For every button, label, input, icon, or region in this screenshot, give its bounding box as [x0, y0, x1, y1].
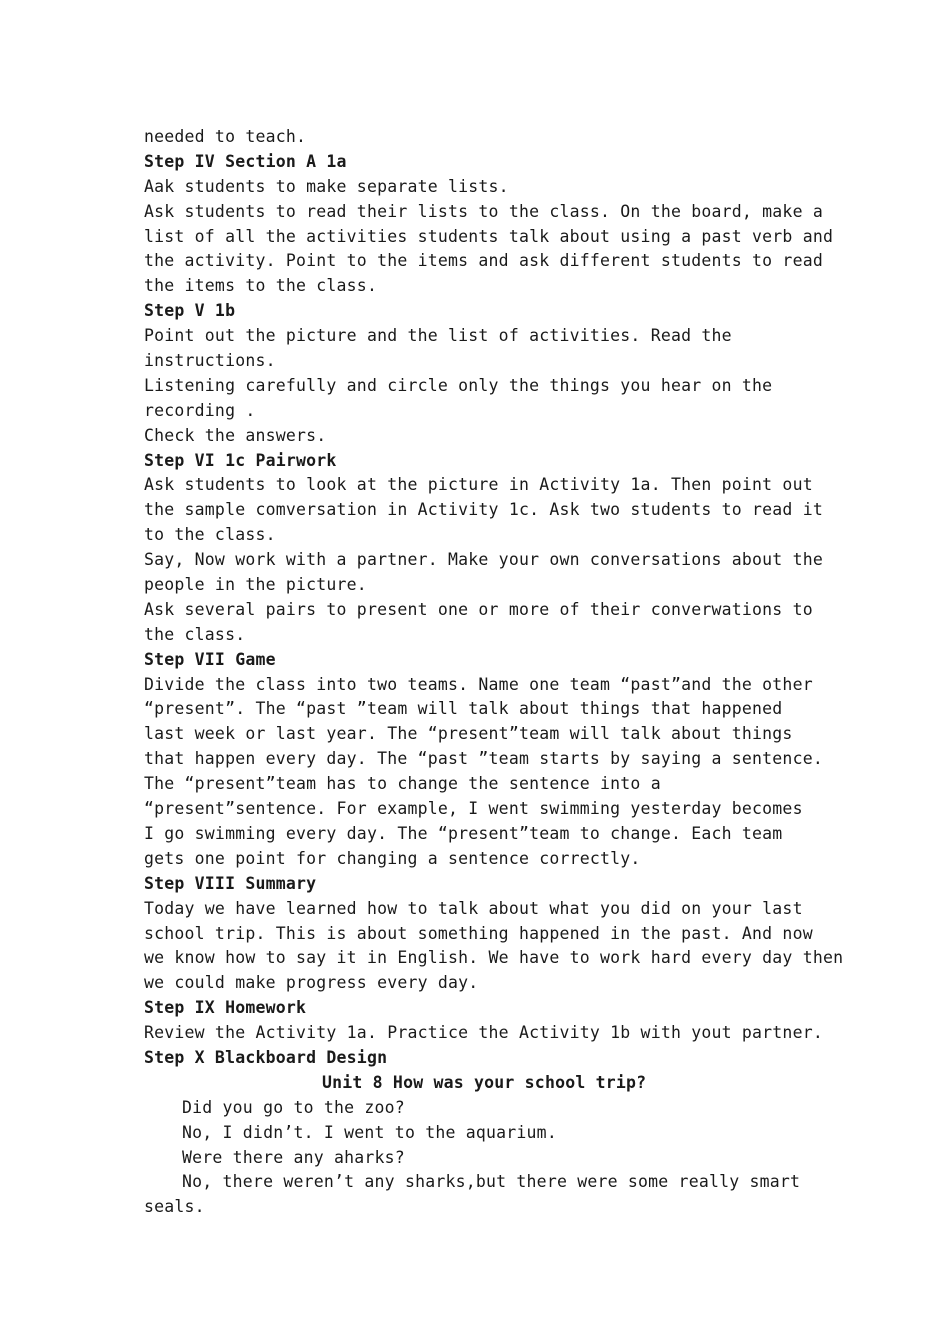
text-line: the class. [144, 624, 246, 644]
text-line: people in the picture. [144, 575, 367, 595]
dialogue-line: Were there any aharks? [182, 1147, 405, 1167]
text-line: gets one point for changing a sentence correctly. [144, 848, 641, 868]
section-heading: Step V 1b [144, 301, 236, 321]
section-heading: Step IX Homework [144, 998, 307, 1018]
text-line: last week or last year. The “present”team will talk about things [144, 724, 793, 744]
text-line: we know how to say it in English. We have to work hard every day then [144, 948, 844, 968]
blackboard-title: Unit 8 How was your school trip? [322, 1072, 647, 1092]
document-body [144, 125, 844, 1220]
text-line: to the class. [144, 525, 276, 545]
section-heading: Step X Blackboard Design [144, 1047, 388, 1067]
dialogue-line: seals. [144, 1197, 205, 1217]
dialogue-line: Did you go to the zoo? [182, 1097, 405, 1117]
text-line: instructions. [144, 351, 276, 371]
text-line: Say, Now work with a partner. Make your own conversations about the [144, 550, 823, 570]
section-heading: Step VI 1c Pairwork [144, 450, 337, 470]
text-line: “present”sentence. For example, I went swimming yesterday becomes [144, 799, 803, 819]
text-line: list of all the activities students talk about using a past verb and [144, 226, 834, 246]
text-line: I go swimming every day. The “present”team to change. Each team [144, 823, 783, 843]
text-line: Ask students to read their lists to the class. On the board, make a [144, 201, 823, 221]
text-line: The “present”team has to change the sentence into a [144, 774, 661, 794]
text-line: Today we have learned how to talk about what you did on your last [144, 898, 803, 918]
text-line: Point out the picture and the list of activities. Read the [144, 326, 732, 346]
section-heading: Step IV Section A 1a [144, 151, 347, 171]
text-line: Review the Activity 1a. Practice the Activity 1b with yout partner. [144, 1023, 823, 1043]
text-line: the sample comversation in Activity 1c. Ask two students to read it [144, 500, 823, 520]
dialogue-line: No, there weren’t any sharks,but there were some really smart [182, 1172, 801, 1192]
text-line: the activity. Point to the items and ask different students to read [144, 251, 823, 271]
section-heading: Step VIII Summary [144, 873, 317, 893]
text-line: “present”. The “past ”team will talk about things that happened [144, 699, 783, 719]
dialogue-line: No, I didn’t. I went to the aquarium. [182, 1122, 557, 1142]
text-line: we could make progress every day. [144, 973, 479, 993]
text-line: school trip. This is about something happened in the past. And now [144, 923, 813, 943]
section-heading: Step VII Game [144, 649, 276, 669]
text-line: that happen every day. The “past ”team starts by saying a sentence. [144, 749, 823, 769]
text-line: needed to teach. [144, 127, 307, 146]
text-line: Aak students to make separate lists. [144, 176, 509, 196]
text-line: Ask students to look at the picture in Activity 1a. Then point out [144, 475, 813, 495]
text-line: Check the answers. [144, 425, 327, 445]
text-line: Ask several pairs to present one or more of their converwations to [144, 599, 813, 619]
text-line: recording . [144, 400, 256, 420]
text-line: the items to the class. [144, 276, 378, 296]
text-line: Listening carefully and circle only the things you hear on the [144, 375, 773, 395]
text-line: Divide the class into two teams. Name one team “past”and the other [144, 674, 813, 694]
